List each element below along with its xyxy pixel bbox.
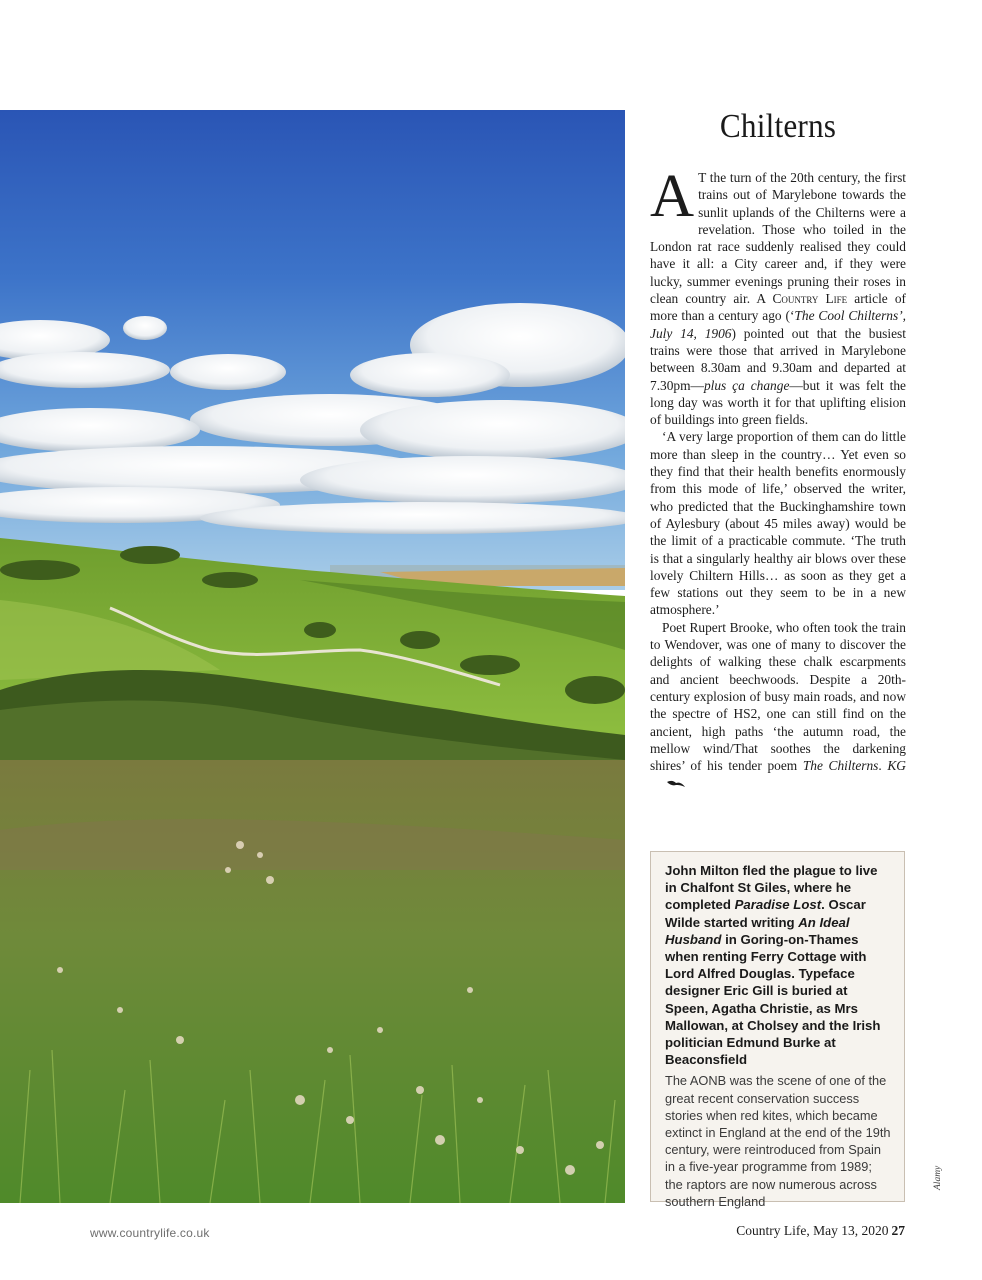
landscape-illustration	[0, 110, 625, 1203]
article-paragraph-1	[650, 163, 907, 428]
italic-phrase: plus ça change	[703, 377, 790, 393]
article-body	[650, 163, 907, 793]
text-run: —but it was felt the long day was worth it for that uplifting elision of buildings into green fields.	[650, 377, 906, 428]
italic-poem-title: The Chilterns	[802, 758, 879, 774]
publication-date-line: Country Life, May 13, 2020	[736, 1223, 889, 1238]
drop-cap: A	[650, 163, 695, 230]
page-number: 27	[891, 1223, 905, 1238]
sidebar-body-text: The AONB was the scene of one of the great recent conservation success stories when red kites, which became extinct in England at the end of the 19th century, were reintroduced from Spain in a five-year programme from 1989; the raptors are now numerous across southern England	[665, 1073, 891, 1209]
text-run: .	[878, 758, 888, 774]
italic-citation: The Cool Chilterns’, July 14, 1906	[650, 308, 907, 341]
author-initials: KG	[887, 758, 906, 774]
text-run: article of more than a century ago (‘	[650, 291, 906, 324]
article-paragraph-3	[650, 619, 906, 793]
text-run: Poet Rupert Brooke, who often took the train to Wendover, was one of many to discover the delights of walking these chalk escarpments and ancient beechwoods. Despite a 20th-century explosion of busy main roads, and now the spectre of HS2, one can still find on the ancient, high paths ‘the autumn road, the mellow wind/That soothes the darkening shires’ of his tender poem	[650, 619, 906, 774]
italic-book-title: Paradise Lost	[734, 897, 822, 913]
literary-facts-sidebar	[650, 851, 905, 1209]
kite-silhouette-icon	[654, 776, 686, 793]
text-run: John Milton fled the plague to live in Chalfont St Giles, where he completed	[665, 863, 878, 913]
sidebar-lead-text	[665, 862, 892, 1068]
footer-folio	[736, 1223, 905, 1239]
text-run: T the turn of the 20th century, the first trains out of Marylebone towards the sunlit uplands of the Chilterns were a revelation. Those who toiled in the London rat race suddenly realised they could have it all: a City career and, if they were lucky, summer evenings pruning their roses in clean country air. A	[650, 170, 906, 307]
article-title: Chilterns	[719, 108, 837, 145]
text-run: . Oscar Wilde started writing	[665, 897, 866, 930]
article-paragraph-2: ‘A very large proportion of them can do little more than sleep in the country… Yet even so they find that their health benefits enormously from this mode of life,’ observed the writer, who predicted that the Buckinghamshire town of Aylesbury (about 45 miles away) would be the limit of a practicable commute. ‘The truth is that a singularly healthy air blows over these lovely Chiltern Hills… as soon as they get a few stations out they seem to be in a new atmosphere.’	[650, 429, 906, 618]
text-run: in Goring-on-Thames when renting Ferry Cottage with Lord Alfred Douglas. Typeface designer Eric Gill is buried at Speen, Agatha Christie, as Mrs Mallowan, at Cholsey and the Irish politician Edmund Burke at Beaconsfield	[665, 931, 881, 1068]
italic-play-title: An Ideal Husband	[665, 914, 850, 947]
photo-credit: Alamy	[933, 1165, 943, 1190]
magazine-name-smallcaps: Country Life	[772, 291, 848, 307]
text-run: ) pointed out that the busiest trains were those that arrived in Marylebone between 8.30am and 9.30am and departed at 7.30pm—	[650, 325, 906, 393]
footer-website-url[interactable]: www.countrylife.co.uk	[90, 1226, 210, 1240]
chiltern-hills-landscape-photo	[0, 110, 625, 1203]
